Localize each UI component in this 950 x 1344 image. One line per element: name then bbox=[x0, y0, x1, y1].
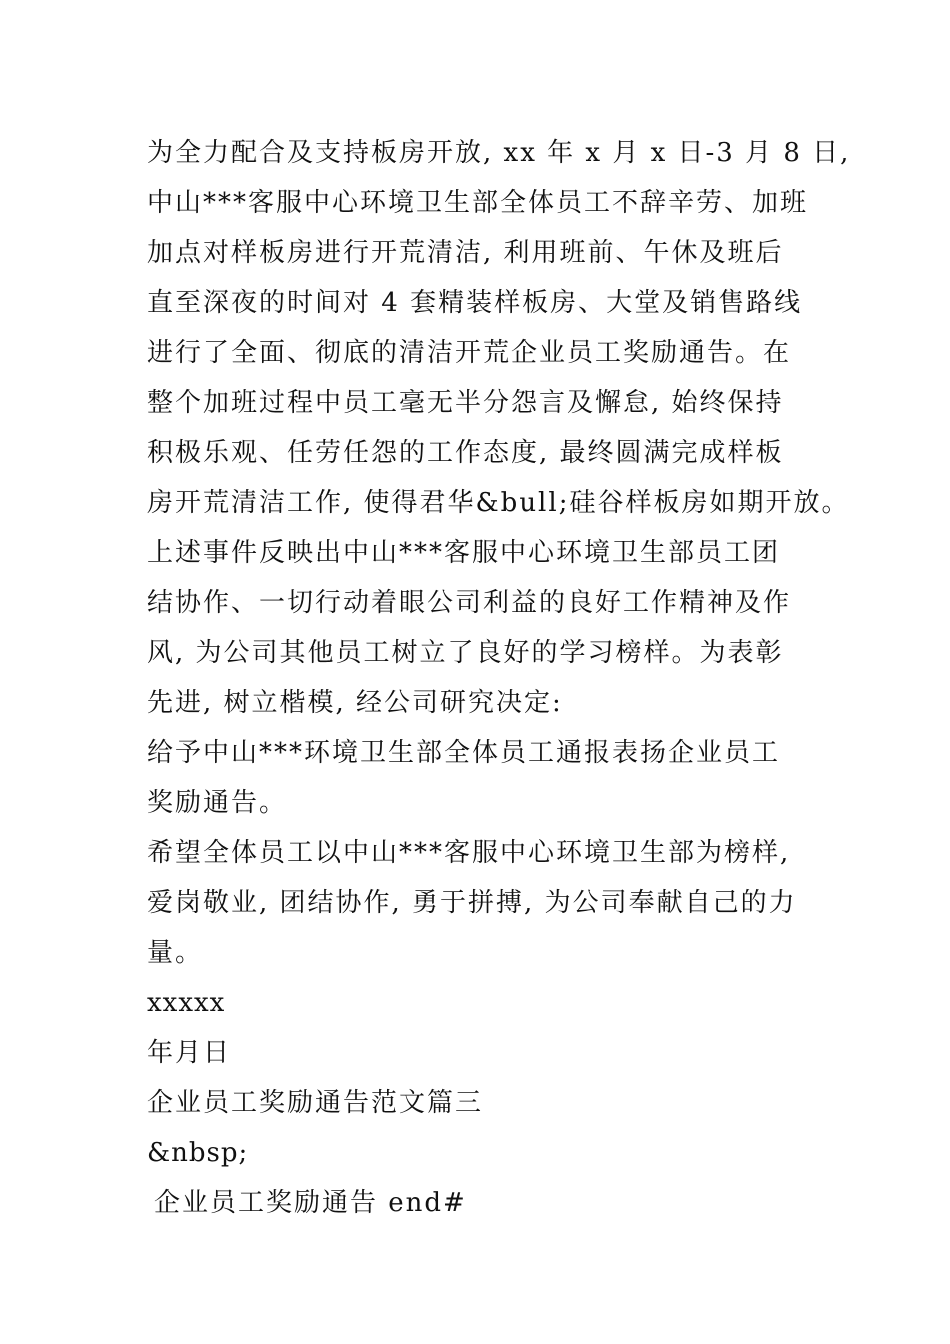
footer-line: 企业员工奖励通告 end# bbox=[154, 1188, 467, 1218]
body-line: 积极乐观、任劳任怨的工作态度, 最终圆满完成样板 bbox=[147, 438, 784, 468]
body-line: 量。 bbox=[147, 938, 204, 968]
body-line: 为全力配合及支持板房开放, xx 年 x 月 x 日-3 月 8 日, bbox=[147, 138, 851, 168]
date-line: 年月日 bbox=[147, 1038, 232, 1068]
body-line: 风, 为公司其他员工树立了良好的学习榜样。为表彰 bbox=[147, 638, 784, 668]
document-body bbox=[147, 128, 851, 1228]
section-heading: 企业员工奖励通告范文篇三 bbox=[147, 1088, 484, 1118]
body-line: 给予中山***环境卫生部全体员工通报表扬企业员工 bbox=[147, 738, 781, 768]
body-line: 中山***客服中心环境卫生部全体员工不辞辛劳、加班 bbox=[147, 188, 809, 218]
entity-text-line: &nbsp; bbox=[147, 1138, 249, 1168]
body-line: 上述事件反映出中山***客服中心环境卫生部员工团 bbox=[147, 538, 781, 568]
body-line: 希望全体员工以中山***客服中心环境卫生部为榜样, bbox=[147, 838, 791, 868]
body-line: 直至深夜的时间对 4 套精装样板房、大堂及销售路线 bbox=[147, 288, 803, 318]
body-line: 奖励通告。 bbox=[147, 788, 288, 818]
body-line: 整个加班过程中员工毫无半分怨言及懈怠, 始终保持 bbox=[147, 388, 784, 418]
signature-line: xxxxx bbox=[147, 988, 226, 1018]
body-line: 进行了全面、彻底的清洁开荒企业员工奖励通告。在 bbox=[147, 338, 792, 368]
body-line: 加点对样板房进行开荒清洁, 利用班前、午休及班后 bbox=[147, 238, 784, 268]
body-line: 爱岗敬业, 团结协作, 勇于拼搏, 为公司奉献自己的力 bbox=[147, 888, 797, 918]
body-line: 房开荒清洁工作, 使得君华&bull;硅谷样板房如期开放。 bbox=[147, 488, 850, 518]
body-line: 先进, 树立楷模, 经公司研究决定: bbox=[147, 688, 563, 718]
body-line: 结协作、一切行动着眼公司利益的良好工作精神及作 bbox=[147, 588, 792, 618]
